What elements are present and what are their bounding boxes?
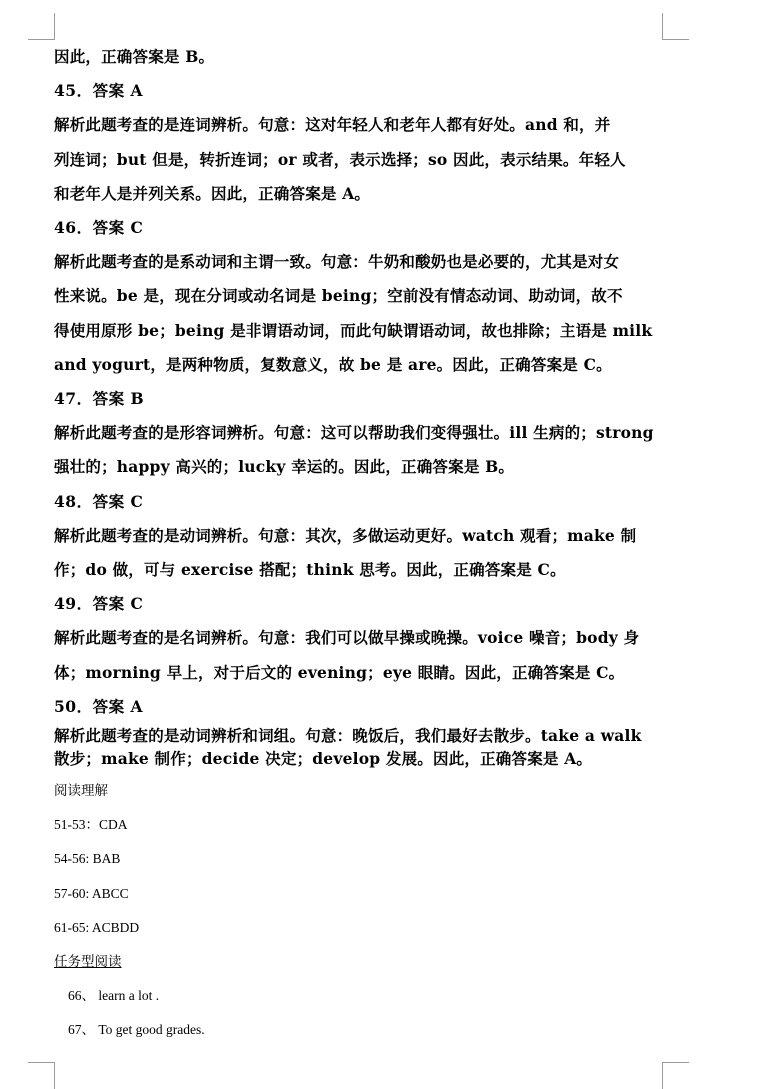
text-line: 体；morning 早上，对于后文的 evening；eye 眼睛。因此，正确答案是 C。 (54, 662, 625, 682)
reading-answer: 51-53：CDA (54, 817, 128, 833)
answer-heading-47: 47．答案 B (54, 389, 145, 409)
text-line: 解析此题考查的是名词辨析。句意：我们可以做早操或晚操。voice 噪音；body 身 (54, 628, 640, 648)
answer-heading-50: 50．答案 A (54, 696, 143, 716)
corner-mark-top-right (662, 13, 689, 40)
answer-heading-45: 45．答案 A (54, 81, 143, 101)
answer-heading-46: 46．答案 C (54, 218, 144, 238)
answer-heading-48: 48．答案 C (54, 491, 144, 511)
text-line: 作；do 做，可与 exercise 搭配；think 思考。因此，正确答案是 C。 (54, 560, 566, 580)
text-line: 解析此题考查的是连词辨析。句意：这对年轻人和老年人都有好处。and 和，并 (54, 115, 611, 135)
text-line: 解析此题考查的是系动词和主谓一致。句意：牛奶和酸奶也是必要的，尤其是对女 (54, 252, 620, 272)
reading-answer: 57-60: ABCC (54, 885, 129, 901)
corner-mark-top-left (28, 13, 55, 40)
text-line: and yogurt，是两种物质，复数意义，故 be 是 are。因此，正确答案是 C。 (54, 354, 612, 374)
text-line: 列连词；but 但是，转折连词；or 或者，表示选择；so 因此，表示结果。年轻人 (54, 149, 626, 169)
text-line: 性来说。be 是，现在分词或动名词是 being；空前没有情态动词、助动词，故不 (54, 286, 623, 306)
text-line: 和老年人是并列关系。因此，正确答案是 A。 (54, 183, 371, 203)
text-line: 解析此题考查的是动词辨析。句意：其次，多做运动更好。watch 观看；make 制 (54, 525, 637, 545)
reading-section-title: 阅读理解 (54, 783, 108, 799)
corner-mark-bottom-right (662, 1062, 689, 1089)
task-reading-answer: 67、 To get good grades. (68, 1022, 205, 1038)
text-line: 因此，正确答案是 B。 (54, 47, 215, 66)
answer-heading-49: 49．答案 C (54, 594, 144, 614)
reading-answer: 54-56: BAB (54, 851, 121, 867)
text-line: 得使用原形 be；being 是非谓语动词，而此句缺谓语动词，故也排除；主语是 milk (54, 320, 653, 340)
task-reading-answer: 66、 learn a lot . (68, 988, 160, 1004)
text-line: 解析此题考查的是动词辨析和词组。句意：晚饭后，我们最好去散步。take a walk (54, 726, 642, 746)
text-line: 解析此题考查的是形容词辨析。句意：这可以帮助我们变得强壮。ill 生病的；strong (54, 423, 654, 443)
reading-answer: 61-65: ACBDD (54, 919, 140, 935)
text-line: 散步；make 制作；decide 决定；develop 发展。因此，正确答案是 A。 (54, 749, 593, 769)
document-body (54, 40, 686, 1048)
text-line: 强壮的；happy 高兴的；lucky 幸运的。因此，正确答案是 B。 (54, 457, 515, 477)
task-reading-section-title: 任务型阅读 (54, 954, 122, 970)
corner-mark-bottom-left (28, 1062, 55, 1089)
